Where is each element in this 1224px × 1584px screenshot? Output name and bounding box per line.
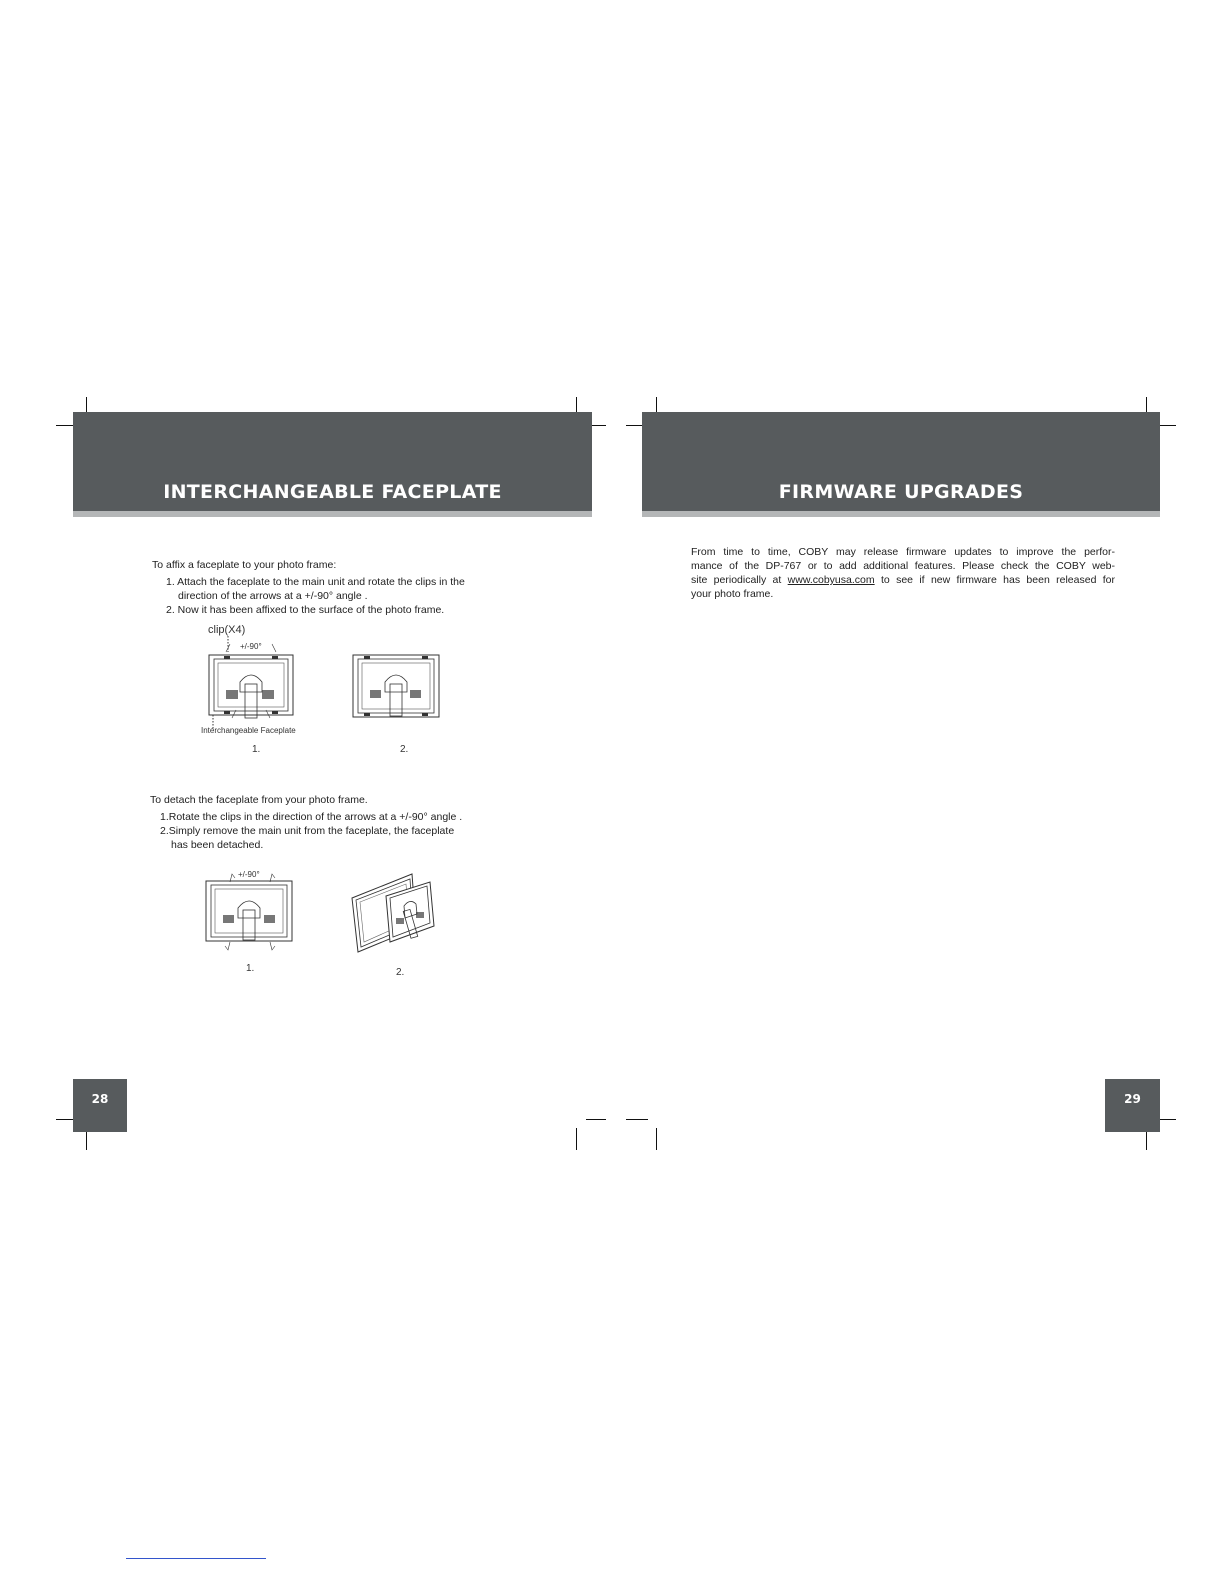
affix-step1-line1: 1. Attach the faceplate to the main unit and rotate the clips in the bbox=[166, 576, 465, 588]
detach-figure-2-caption: 2. bbox=[396, 967, 405, 978]
left-page-title: INTERCHANGEABLE FACEPLATE bbox=[163, 481, 502, 503]
firmware-line-1: From time to time, COBY may release firmware updates to improve the perfor- bbox=[691, 546, 1115, 558]
detach-step2-line2: has been detached. bbox=[171, 839, 264, 851]
firmware-line-3-before: site periodically at bbox=[691, 574, 788, 586]
affix-figure-1 bbox=[196, 622, 316, 742]
firmware-line-2: mance of the DP-767 or to add additional features. Please check the COBY web- bbox=[691, 560, 1115, 572]
detach-figure-1 bbox=[204, 868, 296, 954]
detach-step2-line1: 2.Simply remove the main unit from the faceplate, the faceplate bbox=[160, 825, 455, 837]
detach-intro: To detach the faceplate from your photo frame. bbox=[150, 794, 368, 806]
firmware-line-3 bbox=[691, 573, 1115, 587]
faceplate-label: Interchangeable Faceplate bbox=[201, 726, 296, 735]
affix-figure-1-caption: 1. bbox=[252, 744, 261, 755]
detach-angle-label: +/-90° bbox=[238, 870, 260, 879]
coby-website-link[interactable]: www.cobyusa.com bbox=[787, 574, 875, 586]
angle-label: +/-90° bbox=[240, 642, 262, 651]
frame-back-illustration bbox=[196, 622, 316, 742]
affix-step2: 2. Now it has been affixed to the surface of the photo frame. bbox=[166, 604, 445, 616]
footer-rule bbox=[126, 1558, 266, 1559]
detach-frame-illustration bbox=[204, 868, 296, 954]
clip-label: clip(X4) bbox=[208, 624, 246, 636]
affix-intro: To affix a faceplate to your photo frame: bbox=[152, 559, 337, 571]
detach-figure-1-caption: 1. bbox=[246, 963, 255, 974]
left-page-number: 28 bbox=[73, 1079, 127, 1132]
detach-figure-2 bbox=[350, 870, 440, 954]
right-page-number: 29 bbox=[1105, 1079, 1160, 1132]
left-page-header bbox=[73, 412, 592, 517]
detach-step1: 1.Rotate the clips in the direction of the arrows at a +/-90° angle . bbox=[160, 811, 463, 823]
firmware-line-3-after: to see if new firmware has been released for bbox=[874, 574, 1116, 586]
affix-figure-2 bbox=[352, 654, 442, 720]
affix-step1-line2: direction of the arrows at a +/-90° angle . bbox=[178, 590, 368, 602]
firmware-line-4: your photo frame. bbox=[691, 588, 774, 600]
right-page-header bbox=[642, 412, 1160, 517]
right-page-title: FIRMWARE UPGRADES bbox=[778, 481, 1024, 503]
affix-figure-2-caption: 2. bbox=[400, 744, 409, 755]
